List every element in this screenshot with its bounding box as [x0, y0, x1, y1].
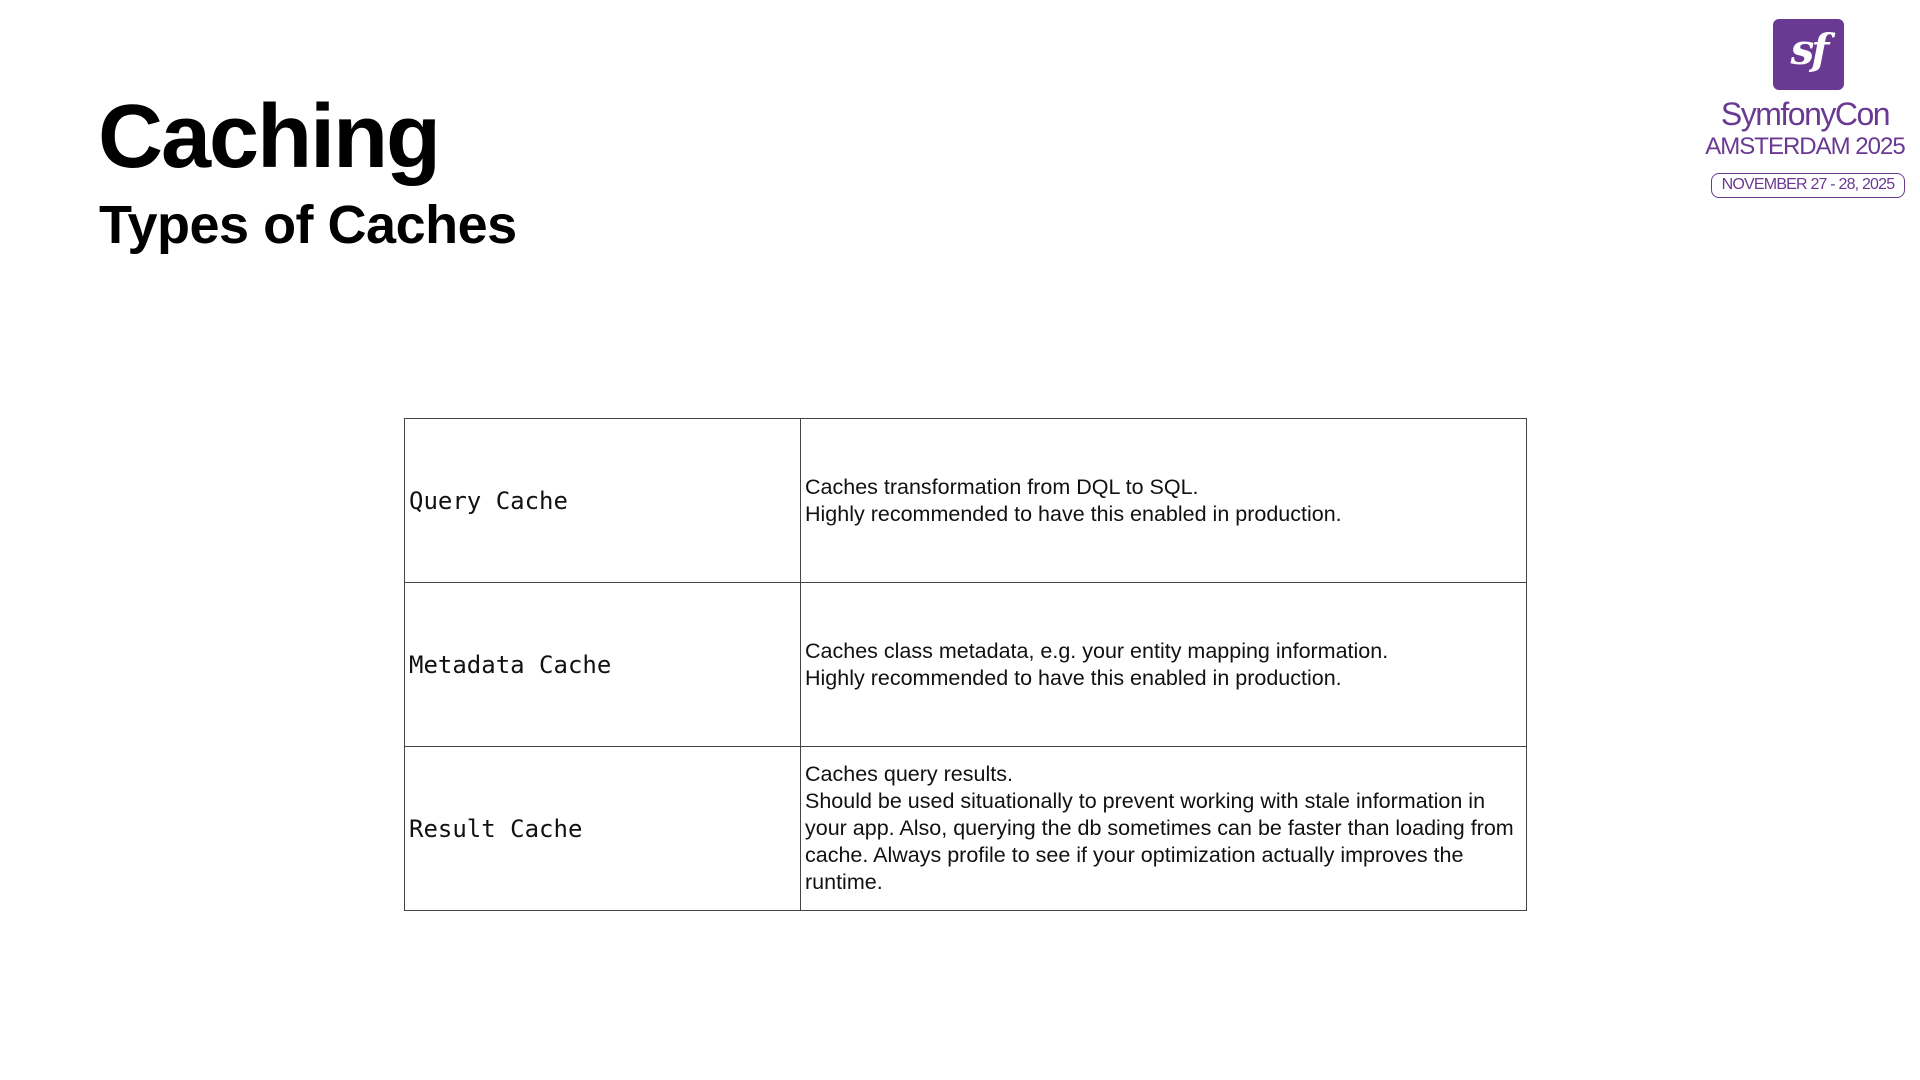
symfonycon-logo — [1700, 18, 1910, 208]
logo-city: AMSTERDAM 2025 — [1705, 133, 1905, 160]
cache-name-cell: Result Cache — [405, 747, 801, 911]
cache-description-line: Caches transformation from DQL to SQL. — [805, 474, 1199, 499]
cache-description-line: Highly recommended to have this enabled in production. — [805, 501, 1342, 526]
cache-description-cell — [801, 583, 1527, 747]
logo-name: SymfonyCon — [1720, 96, 1890, 132]
symfony-badge-icon — [1773, 19, 1844, 90]
cache-description-cell — [801, 747, 1527, 911]
cache-name-cell: Query Cache — [405, 419, 801, 583]
cache-description-line: Should be used situationally to prevent working with stale information in your app. Also, querying the db sometimes can be faster than loading from cache. Always profile to see if your optimization actually improves the runtime. — [805, 789, 1514, 894]
table-row-result-cache — [405, 747, 1527, 911]
cache-description-line: Caches class metadata, e.g. your entity mapping information. — [805, 638, 1389, 663]
table-row-query-cache — [405, 419, 1527, 583]
slide-title: Caching — [98, 87, 440, 187]
cache-name-cell: Metadata Cache — [405, 583, 801, 747]
table-row-metadata-cache — [405, 583, 1527, 747]
logo-dates: NOVEMBER 27 - 28, 2025 — [1711, 173, 1905, 198]
cache-description-line: Highly recommended to have this enabled in production. — [805, 665, 1342, 690]
symfony-badge-text: sf — [1790, 25, 1827, 74]
cache-description-cell — [801, 419, 1527, 583]
slide-subtitle: Types of Caches — [99, 195, 517, 255]
cache-description-line: Caches query results. — [805, 762, 1013, 786]
cache-types-table — [404, 418, 1527, 911]
